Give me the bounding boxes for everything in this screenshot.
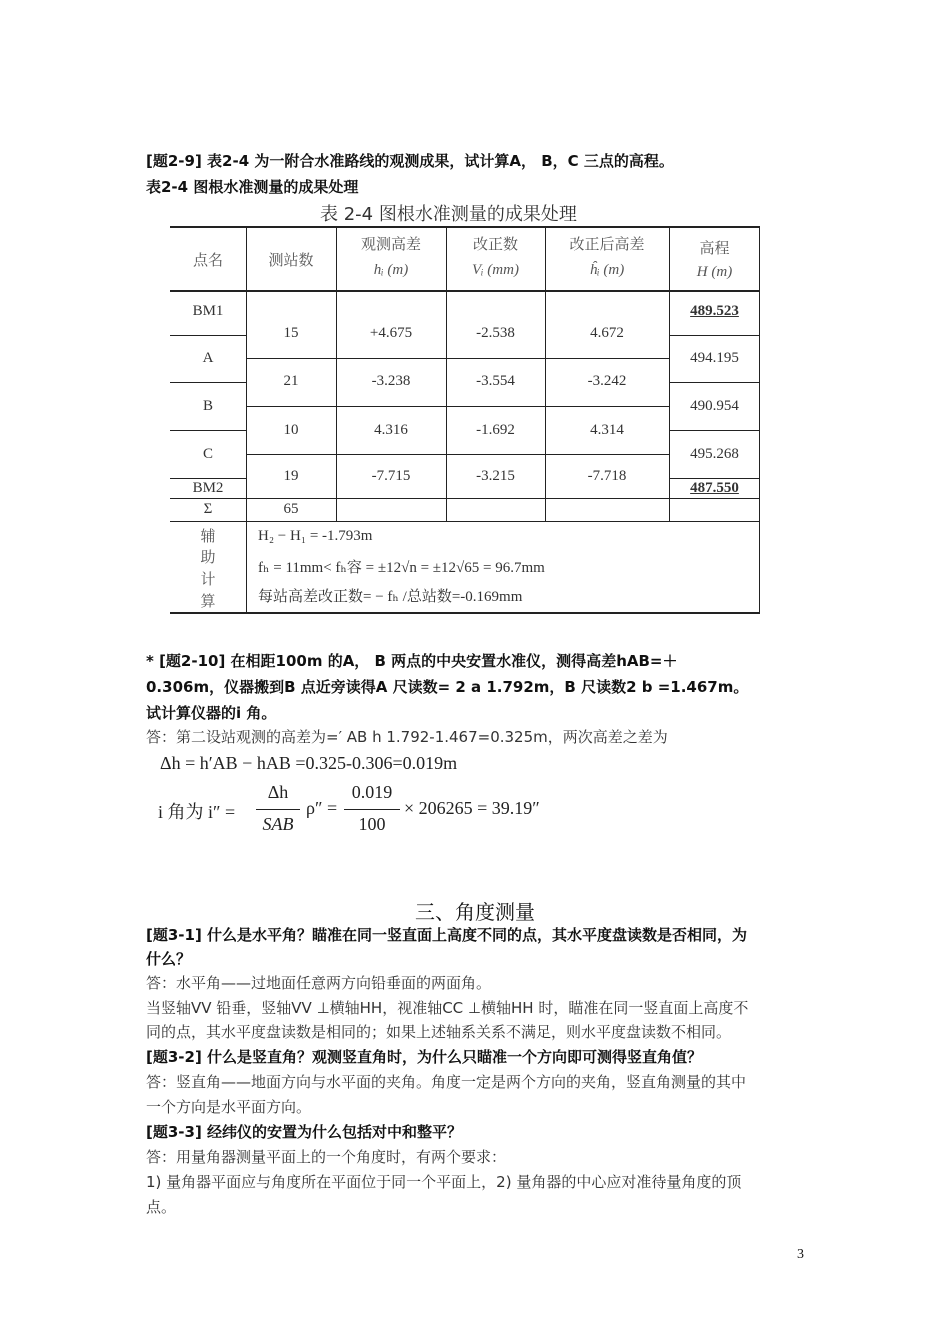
header-adj-top: 改正后高差 bbox=[569, 237, 645, 253]
point-name: C bbox=[202, 446, 213, 462]
header-elev-bot: H (m) bbox=[696, 264, 733, 280]
sum-stations: 65 bbox=[283, 501, 299, 517]
q32-line1: [题3-2] 什么是竖直角？观测竖直角时，为什么只瞄准一个方向即可测得竖直角值？ bbox=[146, 1048, 703, 1066]
segment-stations: 15 bbox=[283, 325, 299, 341]
q210-formula1: Δh = h′AB − hAB =0.325-0.306=0.019m bbox=[160, 753, 458, 773]
aux-label-2: 助 bbox=[200, 550, 216, 566]
point-name: A bbox=[202, 350, 214, 366]
aux-label-4: 算 bbox=[200, 594, 216, 610]
f2-bar2 bbox=[344, 809, 400, 810]
segment-obs: -7.715 bbox=[371, 468, 411, 484]
header-point: 点名 bbox=[192, 253, 223, 269]
q210-answer: 答：第二设站观测的高差为=′ AB h 1.792-1.467=0.325m，两次高差之差为 bbox=[146, 728, 668, 746]
segment-stations: 19 bbox=[283, 468, 299, 484]
header-corr-top: 改正数 bbox=[472, 237, 518, 253]
header-obs-top: 观测高差 bbox=[360, 237, 421, 253]
segment-adj: 4.314 bbox=[590, 422, 624, 438]
segment-adj: 4.672 bbox=[590, 325, 624, 341]
elevation-value: 489.523 bbox=[690, 303, 739, 319]
f2-bar1 bbox=[256, 809, 300, 810]
aux-line-2: fₕ = 11mm< fₕ容 = ±12√n = ±12√65 = 96.7mm bbox=[258, 560, 545, 576]
q31-answer-3: 同的点，其水平度盘读数是相同的；如果上述轴系关系不满足，则水平度盘读数不相同。 bbox=[146, 1023, 732, 1041]
point-name: BM2 bbox=[192, 480, 224, 496]
q210-line1: * [题2-10] 在相距100m 的A， B 两点的中央安置水准仪，测得高差hAB=＋ bbox=[146, 652, 678, 670]
segment-obs: +4.675 bbox=[369, 325, 413, 341]
q29-prompt bbox=[146, 150, 674, 171]
elevation-value: 495.268 bbox=[690, 446, 739, 462]
header-obs-bot: hᵢ (m) bbox=[373, 262, 409, 278]
segment-corr: -1.692 bbox=[476, 422, 515, 438]
elevation-value: 490.954 bbox=[690, 398, 739, 414]
aux-label-3: 计 bbox=[200, 572, 216, 588]
aux-label-1: 辅 bbox=[200, 529, 216, 545]
header-stations: 测站数 bbox=[268, 253, 314, 269]
segment-obs: 4.316 bbox=[374, 422, 408, 438]
q33-line1: [题3-3] 经纬仪的安置为什么包括对中和整平？ bbox=[146, 1123, 463, 1141]
q32-answer-1: 答：竖直角——地面方向与水平面的夹角。角度一定是两个方向的夹角，竖直角测量的其中 bbox=[146, 1073, 747, 1091]
aux-line-1: H₂ − H₁ = -1.793m bbox=[258, 528, 373, 544]
q31-answer-2: 当竖轴VV 铅垂，竖轴VV ⊥横轴HH，视准轴CC ⊥横轴HH 时，瞄准在同一竖直面上高度不 bbox=[146, 999, 749, 1017]
segment-stations: 10 bbox=[283, 422, 299, 438]
f2-num2: 0.019 bbox=[351, 782, 393, 802]
f2-rho: ρ″ = bbox=[306, 798, 338, 818]
header-adj-bot: ĥᵢ (m) bbox=[589, 262, 625, 278]
q29-tag: [题2-9] bbox=[146, 152, 202, 170]
q33-answer-1: 答：用量角器测量平面上的一个角度时，有两个要求： bbox=[146, 1148, 507, 1166]
segment-corr: -3.215 bbox=[476, 468, 515, 484]
q32-answer-2: 一个方向是水平面方向。 bbox=[146, 1098, 312, 1116]
f2-num1: Δh bbox=[267, 782, 289, 802]
segment-corr: -3.554 bbox=[476, 373, 515, 389]
q31-answer-1: 答：水平角——过地面任意两方向铅垂面的两面角。 bbox=[146, 974, 492, 992]
segment-adj: -3.242 bbox=[587, 373, 627, 389]
sum-label: Σ bbox=[203, 501, 213, 517]
f2-tail: × 206265 = 39.19″ bbox=[404, 798, 540, 818]
q210-line2: 0.306m，仪器搬到B 点近旁读得A 尺读数= 2 a 1.792m，B 尺读数2 b =1.467m。 bbox=[146, 678, 749, 696]
f2-prefix: i 角为 i″ = bbox=[158, 802, 236, 822]
point-name: B bbox=[202, 398, 213, 414]
q210-line3: 试计算仪器的i 角。 bbox=[146, 704, 277, 722]
page-number: 3 bbox=[797, 1247, 804, 1262]
q29-text: 表2-4 为一附合水准路线的观测成果，试计算A， B，C 三点的高程。 bbox=[201, 152, 674, 170]
segment-corr: -2.538 bbox=[476, 325, 515, 341]
table-title: 表 2-4 图根水准测量的成果处理 bbox=[320, 204, 577, 225]
elevation-value: 487.550 bbox=[690, 480, 739, 496]
q29-caption: 表2-4 图根水准测量的成果处理 bbox=[146, 178, 359, 196]
elevation-value: 494.195 bbox=[690, 350, 739, 366]
f2-den1: SAB bbox=[262, 814, 294, 834]
segment-stations: 21 bbox=[283, 373, 299, 389]
point-name: BM1 bbox=[192, 303, 224, 319]
segment-obs: -3.238 bbox=[371, 373, 411, 389]
q33-answer-3: 点。 bbox=[146, 1198, 177, 1216]
segment-adj: -7.718 bbox=[587, 468, 627, 484]
section-title: 三、角度测量 bbox=[415, 900, 535, 924]
q33-answer-2: 1) 量角器平面应与角度所在平面位于同一个平面上，2) 量角器的中心应对准待量角度的顶 bbox=[146, 1173, 742, 1191]
aux-line-3: 每站高差改正数= − fₕ /总站数=-0.169mm bbox=[258, 589, 523, 605]
q31-line2: 什么？ bbox=[146, 950, 192, 968]
f2-den2: 100 bbox=[358, 814, 386, 834]
header-corr-bot: Vᵢ (mm) bbox=[472, 262, 519, 278]
header-elev-top: 高程 bbox=[699, 241, 730, 257]
q31-line1: [题3-1] 什么是水平角？瞄准在同一竖直面上高度不同的点，其水平度盘读数是否相同，为 bbox=[146, 926, 748, 944]
